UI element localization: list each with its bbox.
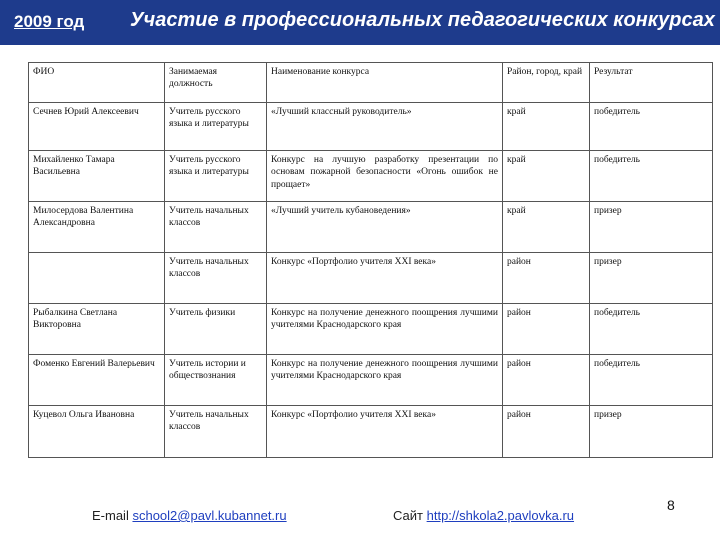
cell-result: призер xyxy=(590,406,713,458)
email-link[interactable]: school2@pavl.kubannet.ru xyxy=(132,508,287,523)
cell-name: Милосердова Валентина Александровна xyxy=(29,202,165,253)
cell-result: призер xyxy=(590,202,713,253)
cell-level: район xyxy=(503,355,590,406)
page-number: 8 xyxy=(667,497,675,513)
cell-contest: Конкурс на лучшую разработку презентации по основам пожарной безопасности «Огонь ошибок не прощает» xyxy=(267,151,503,202)
header-bar xyxy=(0,0,720,45)
cell-position: Учитель начальных классов xyxy=(165,202,267,253)
cell-result: победитель xyxy=(590,151,713,202)
cell-result: победитель xyxy=(590,355,713,406)
table-row xyxy=(29,406,713,458)
cell-name: Рыбалкина Светлана Викторовна xyxy=(29,304,165,355)
cell-result: победитель xyxy=(590,103,713,151)
table-row xyxy=(29,355,713,406)
cell-name xyxy=(29,253,165,304)
cell-position: Учитель русского языка и литературы xyxy=(165,151,267,202)
column-header-name: ФИО xyxy=(29,63,165,103)
column-header-contest: Наименование конкурса xyxy=(267,63,503,103)
cell-level: район xyxy=(503,304,590,355)
email-label: E-mail xyxy=(92,508,129,523)
cell-position: Учитель русского языка и литературы xyxy=(165,103,267,151)
cell-result: победитель xyxy=(590,304,713,355)
cell-contest: Конкурс на получение денежного поощрения лучшими учителями Краснодарского края xyxy=(267,304,503,355)
cell-level: район xyxy=(503,253,590,304)
column-header-position: Занимаемая должность xyxy=(165,63,267,103)
cell-position: Учитель начальных классов xyxy=(165,253,267,304)
cell-contest: Конкурс «Портфолио учителя XXI века» xyxy=(267,253,503,304)
cell-position: Учитель начальных классов xyxy=(165,406,267,458)
contests-table xyxy=(28,62,713,458)
year-label: 2009 год xyxy=(14,12,85,31)
table-row xyxy=(29,202,713,253)
cell-contest: «Лучший классный руководитель» xyxy=(267,103,503,151)
footer-site xyxy=(393,508,574,523)
column-header-level: Район, город, край xyxy=(503,63,590,103)
cell-name: Фоменко Евгений Валерьевич xyxy=(29,355,165,406)
cell-contest: Конкурс «Портфолио учителя XXI века» xyxy=(267,406,503,458)
cell-level: край xyxy=(503,151,590,202)
cell-position: Учитель истории и обществознания xyxy=(165,355,267,406)
table-header-row xyxy=(29,63,713,103)
cell-contest: Конкурс на получение денежного поощрения лучшими учителями Краснодарского края xyxy=(267,355,503,406)
cell-name: Куцевол Ольга Ивановна xyxy=(29,406,165,458)
table-row xyxy=(29,103,713,151)
cell-name: Сечнев Юрий Алексеевич xyxy=(29,103,165,151)
cell-name: Михайленко Тамара Васильевна xyxy=(29,151,165,202)
table-row xyxy=(29,253,713,304)
table-row xyxy=(29,304,713,355)
page-title: Участие в профессиональных педагогических конкурсах xyxy=(130,9,715,31)
cell-result: призер xyxy=(590,253,713,304)
cell-level: район xyxy=(503,406,590,458)
footer-email xyxy=(92,508,287,523)
cell-level: край xyxy=(503,202,590,253)
cell-level: край xyxy=(503,103,590,151)
cell-contest: «Лучший учитель кубановедения» xyxy=(267,202,503,253)
site-link[interactable]: http://shkola2.pavlovka.ru xyxy=(426,508,575,523)
site-label: Сайт xyxy=(393,508,423,523)
cell-position: Учитель физики xyxy=(165,304,267,355)
column-header-result: Результат xyxy=(590,63,713,103)
table-row xyxy=(29,151,713,202)
